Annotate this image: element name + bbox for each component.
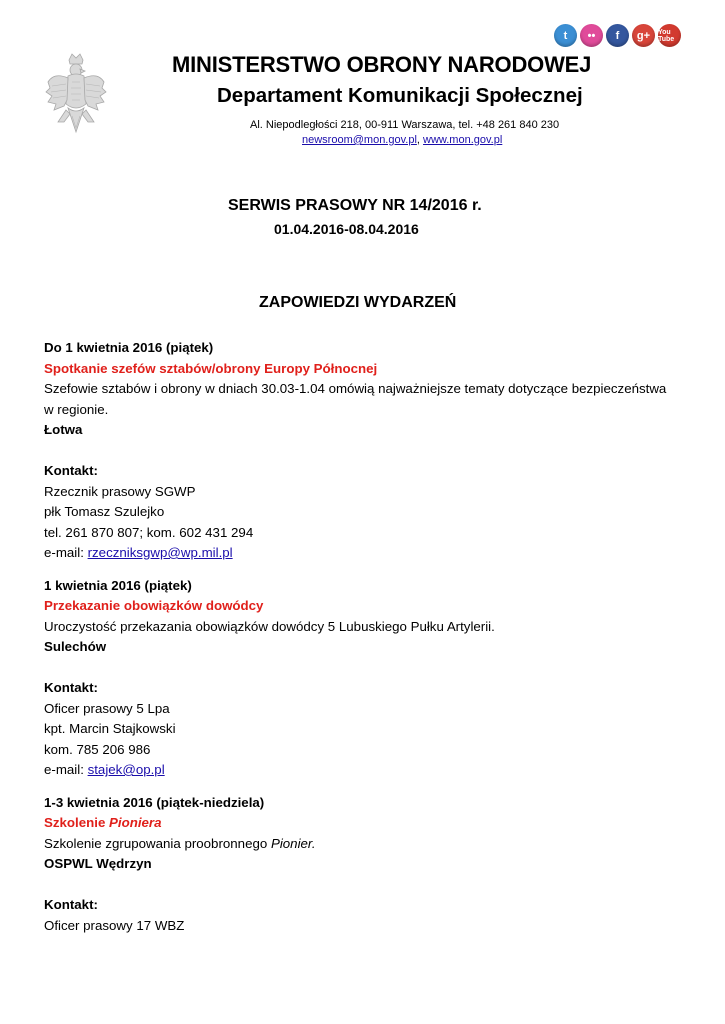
links-separator: ,	[416, 134, 424, 146]
flickr-icon[interactable]: ••	[580, 24, 603, 47]
contact-email-link[interactable]: rzeczniksgwp@wp.mil.pl	[87, 545, 233, 560]
event-description-prefix: Szkolenie zgrupowania proobronnego	[44, 835, 271, 851]
event-item	[44, 576, 684, 781]
event-title	[44, 813, 684, 834]
contact-email-row	[44, 760, 684, 781]
contact-label: Kontakt:	[44, 463, 98, 478]
event-date: 1-3 kwietnia 2016 (piątek-niedziela)	[44, 794, 265, 810]
section-title: ZAPOWIEDZI WYDARZEŃ	[259, 294, 457, 311]
contact-label: Kontakt:	[44, 897, 98, 912]
event-description-italic: Pionier.	[270, 835, 316, 851]
event-description: Uroczystość przekazania obowiązków dowódcy 5 Lubuskiego Pułku Artylerii.	[44, 618, 495, 634]
event-item	[44, 793, 684, 937]
contact-name: kpt. Marcin Stajkowski	[44, 721, 176, 736]
contact-links	[302, 134, 502, 146]
department-title: Departament Komunikacji Społecznej	[217, 84, 583, 107]
facebook-icon[interactable]: f	[606, 24, 629, 47]
event-title: Przekazanie obowiązków dowódcy	[44, 598, 264, 613]
contact-name: płk Tomasz Szulejko	[44, 504, 165, 519]
twitter-icon[interactable]: t	[554, 24, 577, 47]
event-description	[44, 834, 684, 855]
event-date: Do 1 kwietnia 2016 (piątek)	[44, 340, 214, 355]
event-location: Łotwa	[44, 422, 83, 437]
contact-role: Rzecznik prasowy SGWP	[44, 483, 196, 499]
event-location: OSPWL Wędrzyn	[44, 856, 152, 871]
event-location: Sulechów	[44, 639, 107, 654]
youtube-icon[interactable]: You Tube	[658, 24, 681, 47]
email-label: e-mail:	[44, 762, 88, 777]
event-title-italic: Pioniera	[109, 815, 162, 830]
event-item	[44, 338, 684, 564]
googleplus-icon[interactable]: g+	[632, 24, 655, 47]
contact-role: Oficer prasowy 17 WBZ	[44, 917, 185, 933]
email-label: e-mail:	[44, 545, 88, 560]
contact-phone: kom. 785 206 986	[44, 741, 151, 757]
service-title: SERWIS PRASOWY NR 14/2016 r.	[228, 197, 482, 214]
contact-role: Oficer prasowy 5 Lpa	[44, 700, 170, 716]
social-icons	[554, 24, 681, 47]
address-line: Al. Niepodległości 218, 00-911 Warszawa, tel. +48 261 840 230	[250, 119, 560, 131]
newsroom-email-link[interactable]: newsroom@mon.gov.pl	[302, 134, 417, 146]
contact-phone: tel. 261 870 807; kom. 602 431 294	[44, 524, 254, 540]
event-description: Szefowie sztabów i obrony w dniach 30.03-1.04 omówią najważniejsze tematy dotyczące bezpieczeństwa	[44, 381, 667, 396]
ministry-title: MINISTERSTWO OBRONY NARODOWEJ	[172, 52, 592, 77]
service-dates: 01.04.2016-08.04.2016	[274, 221, 419, 237]
events-list	[44, 338, 684, 936]
event-title: Spotkanie szefów sztabów/obrony Europy Północnej	[44, 360, 378, 376]
contact-label: Kontakt:	[44, 680, 98, 695]
event-title-prefix: Szkolenie	[44, 815, 110, 830]
event-description-cont: w regionie.	[44, 401, 109, 417]
event-date: 1 kwietnia 2016 (piątek)	[44, 577, 192, 593]
polish-eagle-emblem-icon	[44, 52, 108, 144]
contact-email-row	[44, 543, 684, 564]
website-link[interactable]: www.mon.gov.pl	[423, 134, 503, 146]
contact-email-link[interactable]: stajek@op.pl	[87, 762, 165, 777]
